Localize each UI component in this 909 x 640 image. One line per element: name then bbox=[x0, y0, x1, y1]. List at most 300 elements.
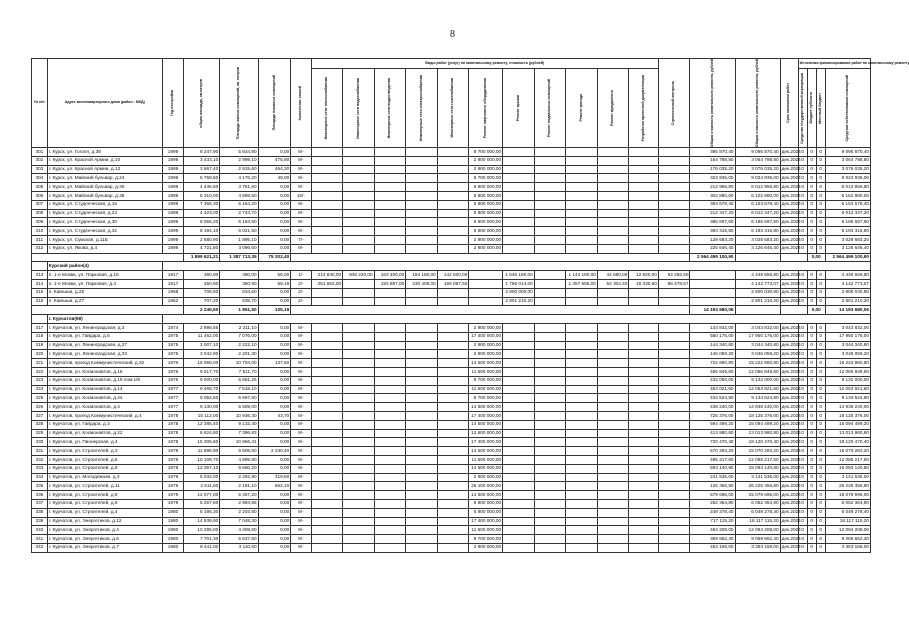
row-address: г. Курчатов, ул. Строителей, д.9 bbox=[47, 499, 162, 508]
row-work-cost bbox=[343, 429, 375, 438]
row-owners: 13 013 980,80 bbox=[825, 429, 870, 438]
row-area-total: 380,90 bbox=[184, 271, 220, 280]
row-floors: 9/- bbox=[291, 403, 311, 412]
row-work-cost bbox=[343, 367, 375, 376]
row-address: г. Курчатов, ул. Энергетиков, д.7 bbox=[47, 543, 162, 552]
row-local: 0 bbox=[816, 447, 825, 456]
row-area-living: 7 511,70 bbox=[220, 367, 258, 376]
row-work-cost bbox=[629, 455, 658, 464]
row-sum-cost: 12 094 208,00 bbox=[735, 526, 780, 535]
row-address: г. Курск, ул. Якова, д.4 bbox=[47, 244, 162, 253]
row-deadline: дек.2024 bbox=[780, 209, 798, 218]
row-work-cost bbox=[374, 192, 406, 201]
row-stroy-control bbox=[658, 499, 690, 508]
row-work-cost: 163 400,00 bbox=[374, 271, 406, 280]
row-work-cost: 2 900 000,00 bbox=[469, 341, 503, 350]
row-fund: 0 bbox=[798, 429, 807, 438]
row-local: 0 bbox=[816, 271, 825, 280]
row-sum-cost: 3 126 646,40 bbox=[735, 244, 780, 253]
row-work-cost bbox=[311, 526, 343, 535]
row-stroy-control bbox=[658, 420, 690, 429]
row-address: г. Курчатов, ул. Энергетиков, д.6 bbox=[47, 535, 162, 544]
row-work-cost bbox=[374, 491, 406, 500]
row-area-living: 4 176,20 bbox=[220, 174, 258, 183]
row-area-living: 2 743,70 bbox=[220, 209, 258, 218]
row-stroy-control bbox=[658, 543, 690, 552]
row-total-cost: 353 678,40 bbox=[690, 200, 735, 209]
row-work-cost bbox=[311, 543, 343, 552]
row-floors: 9/- bbox=[291, 543, 311, 552]
row-owners: 9 134 524,80 bbox=[825, 394, 870, 403]
row-work-cost bbox=[437, 385, 469, 394]
row-work-cost bbox=[597, 464, 629, 473]
row-total-cost: 722 860,80 bbox=[690, 359, 735, 368]
row-number: 337 bbox=[32, 499, 48, 508]
row-region: 0 bbox=[807, 236, 816, 245]
table-row bbox=[32, 447, 871, 456]
row-owners: 15 070 283,20 bbox=[825, 447, 870, 456]
table-row bbox=[32, 482, 871, 491]
row-total-cost: 249 378,40 bbox=[690, 508, 735, 517]
row-work-cost bbox=[374, 473, 406, 482]
row-area-living: 380,00 bbox=[220, 271, 258, 280]
row-work-cost bbox=[406, 297, 438, 306]
table-row bbox=[32, 455, 871, 464]
row-stroy-control bbox=[658, 236, 690, 245]
row-area-nonliving: 0,00 bbox=[258, 455, 291, 464]
row-deadline: дек.2024 bbox=[780, 227, 798, 236]
row-work-cost bbox=[566, 183, 598, 192]
row-region: 0 bbox=[807, 464, 816, 473]
row-work-cost bbox=[311, 236, 343, 245]
row-address: п. Камыши, д.25 bbox=[47, 288, 162, 297]
row-work-cost bbox=[629, 341, 658, 350]
row-work-cost bbox=[566, 420, 598, 429]
row-stroy-control bbox=[658, 297, 690, 306]
row-fund: 0 bbox=[798, 517, 807, 526]
row-area-total: 4 436,60 bbox=[184, 183, 220, 192]
row-work-cost bbox=[311, 332, 343, 341]
row-work-cost: 17 400 000,00 bbox=[469, 517, 503, 526]
row-deadline: дек.2024 bbox=[780, 499, 798, 508]
row-work-cost bbox=[406, 359, 438, 368]
row-work-cost: 194 180,00 bbox=[406, 271, 438, 280]
row-work-cost bbox=[343, 341, 375, 350]
row-address: г. Курск, ул. Студенческая, д.16 bbox=[47, 200, 162, 209]
row-deadline: дек.2024 bbox=[780, 385, 798, 394]
row-area-nonliving: 319,60 bbox=[258, 473, 291, 482]
row-work-cost bbox=[374, 288, 406, 297]
row-work-cost: 11 600 000,00 bbox=[469, 367, 503, 376]
total-spacer bbox=[780, 253, 807, 262]
row-work-cost bbox=[311, 359, 343, 368]
total-cost: 14 193 680,06 bbox=[690, 306, 735, 315]
row-area-living: 7 515,10 bbox=[220, 385, 258, 394]
row-local: 0 bbox=[816, 156, 825, 165]
row-floors: 9/- bbox=[291, 341, 311, 350]
row-work-cost bbox=[629, 473, 658, 482]
row-stroy-control bbox=[658, 526, 690, 535]
row-work-cost bbox=[437, 324, 469, 333]
row-fund: 0 bbox=[798, 156, 807, 165]
row-year: 1979 bbox=[162, 491, 183, 500]
header-work-4: Инженерные сети газоснабжения bbox=[437, 68, 469, 147]
row-work-cost bbox=[629, 464, 658, 473]
row-area-total: 706,50 bbox=[184, 288, 220, 297]
row-work-cost: 251 662,00 bbox=[311, 280, 343, 289]
row-stroy-control bbox=[658, 244, 690, 253]
row-address: г. Курск, ул. Гоголя, д.38 bbox=[47, 148, 162, 157]
row-work-cost bbox=[437, 244, 469, 253]
row-deadline: дек.2024 bbox=[780, 218, 798, 227]
row-stroy-control bbox=[658, 482, 690, 491]
table-row bbox=[32, 227, 871, 236]
row-region: 0 bbox=[807, 280, 816, 289]
row-year: 1978 bbox=[162, 420, 183, 429]
row-address: п. 1-е Моква, ул. Парковая, д.16 bbox=[47, 271, 162, 280]
row-work-cost: 5 800 000,00 bbox=[469, 227, 503, 236]
header-works-group: Виды работ (услуг) по капитальному ремонту, стоимость (рублей) bbox=[311, 59, 658, 69]
row-area-total: 8 056,20 bbox=[184, 218, 220, 227]
row-work-cost bbox=[311, 227, 343, 236]
row-work-cost bbox=[343, 482, 375, 491]
row-floors: 9/- bbox=[291, 174, 311, 183]
row-number: 323 bbox=[32, 376, 48, 385]
row-fund: 0 bbox=[798, 165, 807, 174]
row-area-total: 9 458,70 bbox=[184, 385, 220, 394]
row-stroy-control bbox=[658, 227, 690, 236]
row-area-nonliving: 0,00 bbox=[258, 236, 291, 245]
row-address: г. Курчатов, ул. Ленинградская, д.3 bbox=[47, 324, 162, 333]
row-region: 0 bbox=[807, 156, 816, 165]
row-work-cost bbox=[374, 420, 406, 429]
row-work-cost: 52 304,40 bbox=[597, 280, 629, 289]
row-work-cost bbox=[437, 192, 469, 201]
row-work-cost bbox=[503, 376, 535, 385]
row-owners: 3 044 340,80 bbox=[825, 341, 870, 350]
row-owners: 12 085 217,60 bbox=[825, 455, 870, 464]
row-work-cost: 2 801 210,20 bbox=[503, 297, 535, 306]
row-work-cost bbox=[566, 429, 598, 438]
row-total-cost: 128 683,20 bbox=[690, 236, 735, 245]
table-row bbox=[32, 438, 871, 447]
row-floors: 9/- bbox=[291, 148, 311, 157]
row-sum-cost: 9 069 662,40 bbox=[735, 535, 780, 544]
row-work-cost bbox=[566, 499, 598, 508]
row-year: 1999 bbox=[162, 227, 183, 236]
row-area-total: 9 000,00 bbox=[184, 376, 220, 385]
row-number: 338 bbox=[32, 508, 48, 517]
row-floors: 9/- bbox=[291, 499, 311, 508]
row-deadline: дек.2024 bbox=[780, 455, 798, 464]
row-number: 305 bbox=[32, 183, 48, 192]
section-spacer bbox=[162, 262, 870, 271]
row-work-cost bbox=[374, 324, 406, 333]
row-sum-cost: 3 064 788,80 bbox=[735, 156, 780, 165]
row-stroy-control bbox=[658, 385, 690, 394]
row-area-nonliving: 0,00 bbox=[258, 385, 291, 394]
row-work-cost bbox=[629, 438, 658, 447]
row-stroy-control bbox=[658, 367, 690, 376]
row-area-living: 6 163,50 bbox=[220, 218, 258, 227]
row-deadline: дек.2024 bbox=[780, 429, 798, 438]
row-area-total: 8 247,90 bbox=[184, 148, 220, 157]
row-address: г. Курчатов, ул. Гайдара, д.5 bbox=[47, 332, 162, 341]
row-year: 1976 bbox=[162, 376, 183, 385]
row-work-cost bbox=[534, 359, 566, 368]
total-row bbox=[32, 306, 871, 315]
row-number: 320 bbox=[32, 350, 48, 359]
row-work-cost bbox=[406, 464, 438, 473]
row-total-cost: 594 499,20 bbox=[690, 420, 735, 429]
row-region: 0 bbox=[807, 473, 816, 482]
row-floors: 9/- bbox=[291, 411, 311, 420]
row-work-cost bbox=[343, 526, 375, 535]
row-work-cost bbox=[534, 227, 566, 236]
row-address: г. Курчатов, ул. Строителей, д.4 bbox=[47, 508, 162, 517]
row-deadline: дек.2024 bbox=[780, 148, 798, 157]
section-spacer bbox=[32, 315, 48, 324]
header-work-6: Ремонт крыши bbox=[503, 68, 535, 147]
row-work-cost: 5 800 000,00 bbox=[469, 218, 503, 227]
row-work-cost bbox=[406, 394, 438, 403]
row-work-cost bbox=[343, 473, 375, 482]
row-region: 0 bbox=[807, 385, 816, 394]
row-region: 0 bbox=[807, 350, 816, 359]
row-work-cost bbox=[311, 156, 343, 165]
row-region: 0 bbox=[807, 455, 816, 464]
row-work-cost bbox=[374, 332, 406, 341]
row-fund: 0 bbox=[798, 438, 807, 447]
row-work-cost bbox=[374, 526, 406, 535]
row-sum-cost: 9 024 936,00 bbox=[735, 174, 780, 183]
row-owners: 4 449 656,80 bbox=[825, 271, 870, 280]
row-sum-cost: 3 076 035,20 bbox=[735, 165, 780, 174]
row-local: 0 bbox=[816, 526, 825, 535]
row-work-cost bbox=[374, 174, 406, 183]
header-work-5: Ремонт лифтового оборудования bbox=[469, 68, 503, 147]
row-floors: 9/- bbox=[291, 517, 311, 526]
row-owners: 12 094 208,00 bbox=[825, 526, 870, 535]
row-work-cost bbox=[566, 148, 598, 157]
row-owners: 6 049 278,40 bbox=[825, 508, 870, 517]
row-area-total: 11 462,00 bbox=[184, 332, 220, 341]
row-work-cost bbox=[343, 332, 375, 341]
row-sum-cost: 9 132 000,00 bbox=[735, 376, 780, 385]
row-address: г. Курчатов, ул. Космонавтов, д.4 bbox=[47, 403, 162, 412]
row-work-cost bbox=[406, 156, 438, 165]
row-work-cost bbox=[437, 491, 469, 500]
row-total-cost bbox=[690, 288, 735, 297]
row-work-cost bbox=[311, 482, 343, 491]
header-stroy-control: Строительный контроль bbox=[658, 59, 690, 148]
row-work-cost bbox=[374, 367, 406, 376]
row-stroy-control bbox=[658, 517, 690, 526]
row-area-nonliving: 49,00 bbox=[258, 174, 291, 183]
row-work-cost bbox=[406, 227, 438, 236]
row-sum-cost: 6 049 278,40 bbox=[735, 508, 780, 517]
row-work-cost bbox=[311, 455, 343, 464]
row-area-nonliving: 0,00 bbox=[258, 332, 291, 341]
row-deadline: дек.2024 bbox=[780, 297, 798, 306]
row-sum-cost: 3 028 683,20 bbox=[735, 236, 780, 245]
row-work-cost bbox=[503, 429, 535, 438]
row-work-cost bbox=[566, 385, 598, 394]
row-area-living: 10 936,30 bbox=[220, 411, 258, 420]
row-area-nonliving: 0,00 bbox=[258, 148, 291, 157]
row-total-cost: 369 662,40 bbox=[690, 535, 735, 544]
row-work-cost bbox=[534, 332, 566, 341]
row-number: 308 bbox=[32, 209, 48, 218]
row-work-cost bbox=[597, 359, 629, 368]
table-row bbox=[32, 183, 871, 192]
row-area-nonliving: 0,00 bbox=[258, 403, 291, 412]
row-work-cost bbox=[437, 227, 469, 236]
row-fund: 0 bbox=[798, 200, 807, 209]
row-area-total: 9 517,70 bbox=[184, 367, 220, 376]
row-total-cost: 226 646,40 bbox=[690, 244, 735, 253]
row-work-cost bbox=[503, 218, 535, 227]
row-work-cost bbox=[343, 517, 375, 526]
row-stroy-control bbox=[658, 455, 690, 464]
row-work-cost bbox=[503, 183, 535, 192]
row-work-cost bbox=[534, 350, 566, 359]
table-row bbox=[32, 499, 871, 508]
header-work-9: Ремонт фундамента bbox=[597, 68, 629, 147]
row-work-cost: 12 920,00 bbox=[629, 271, 658, 280]
row-work-cost bbox=[343, 324, 375, 333]
row-work-cost bbox=[437, 359, 469, 368]
row-sum-cost: 4 449 656,80 bbox=[735, 271, 780, 280]
row-work-cost bbox=[503, 332, 535, 341]
row-address: г. Курчатов, ул. Космонавтов, д.19 пом.1/8 bbox=[47, 376, 162, 385]
row-fund: 0 bbox=[798, 455, 807, 464]
row-local: 0 bbox=[816, 394, 825, 403]
row-work-cost: 44 680,00 bbox=[597, 271, 629, 280]
row-work-cost bbox=[534, 403, 566, 412]
row-work-cost bbox=[343, 508, 375, 517]
row-work-cost bbox=[503, 174, 535, 183]
row-address: г. Курчатов, ул. Ленинградская, д.27 bbox=[47, 341, 162, 350]
row-floors: 9/- bbox=[291, 491, 311, 500]
row-work-cost bbox=[343, 350, 375, 359]
row-work-cost: 14 500 000,00 bbox=[469, 464, 503, 473]
row-work-cost bbox=[503, 236, 535, 245]
row-floors: 9/- bbox=[291, 526, 311, 535]
row-stroy-control bbox=[658, 376, 690, 385]
row-sum-cost: 4 142 773,07 bbox=[735, 280, 780, 289]
total-living: 1 387 713,35 bbox=[220, 253, 258, 262]
header-area-total: общая площадь, кв.метров bbox=[184, 59, 220, 148]
row-number: 306 bbox=[32, 192, 48, 201]
header-floors: Количество этажей bbox=[291, 59, 311, 148]
row-work-cost bbox=[343, 447, 375, 456]
row-sum-cost: 15 222 860,80 bbox=[735, 359, 780, 368]
row-stroy-control bbox=[658, 324, 690, 333]
row-work-cost bbox=[374, 403, 406, 412]
row-work-cost bbox=[566, 367, 598, 376]
table-row bbox=[32, 411, 871, 420]
row-work-cost bbox=[629, 376, 658, 385]
row-total-cost: 550 176,00 bbox=[690, 332, 735, 341]
section-spacer bbox=[162, 315, 870, 324]
row-stroy-control bbox=[658, 332, 690, 341]
row-local: 0 bbox=[816, 341, 825, 350]
row-fund: 0 bbox=[798, 148, 807, 157]
row-owners: 3 126 646,40 bbox=[825, 244, 870, 253]
row-address: г. Курчатов, ул. Космонавтов, д.14 bbox=[47, 385, 162, 394]
row-deadline: дек.2024 bbox=[780, 359, 798, 368]
row-work-cost bbox=[311, 297, 343, 306]
row-work-cost bbox=[566, 297, 598, 306]
total-spacer bbox=[32, 253, 184, 262]
row-fund: 0 bbox=[798, 271, 807, 280]
row-work-cost bbox=[629, 174, 658, 183]
row-local: 0 bbox=[816, 297, 825, 306]
row-area-total: 15 112,00 bbox=[184, 411, 220, 420]
row-work-cost bbox=[311, 192, 343, 201]
row-sum-cost: 6 052 364,80 bbox=[735, 499, 780, 508]
row-local: 0 bbox=[816, 280, 825, 289]
row-work-cost bbox=[597, 447, 629, 456]
row-floors: 9/- bbox=[291, 209, 311, 218]
row-sum-cost: 14 938 240,00 bbox=[735, 403, 780, 412]
row-address: г. Курчатов, ул. Гайдара, д.3 bbox=[47, 420, 162, 429]
row-work-cost bbox=[629, 244, 658, 253]
row-work-cost bbox=[437, 403, 469, 412]
table-row bbox=[32, 288, 871, 297]
section-title: г. Курчатов(98) bbox=[47, 315, 162, 324]
row-area-living: 3 751,60 bbox=[220, 183, 258, 192]
row-work-cost bbox=[437, 200, 469, 209]
row-work-cost bbox=[629, 350, 658, 359]
row-fund: 0 bbox=[798, 341, 807, 350]
row-total-cost: 593 140,80 bbox=[690, 464, 735, 473]
row-work-cost bbox=[374, 156, 406, 165]
row-total-cost: 324 936,00 bbox=[690, 174, 735, 183]
row-area-nonliving: 0,00 bbox=[258, 218, 291, 227]
row-work-cost bbox=[437, 526, 469, 535]
row-work-cost bbox=[311, 200, 343, 209]
row-work-cost bbox=[629, 411, 658, 420]
row-sum-cost: 6 102 880,00 bbox=[735, 192, 780, 201]
row-total-cost: 393 316,80 bbox=[690, 227, 735, 236]
row-address: г. Курчатов, ул. Молодежная, д.3 bbox=[47, 473, 162, 482]
row-area-living: 2 222,10 bbox=[220, 341, 258, 350]
row-work-cost bbox=[469, 280, 503, 289]
row-owners: 9 132 000,00 bbox=[825, 376, 870, 385]
row-work-cost: 169 087,50 bbox=[437, 280, 469, 289]
row-sum-cost: 15 093 140,80 bbox=[735, 464, 780, 473]
row-work-cost bbox=[374, 411, 406, 420]
total-owners: 2 564 499 100,90 bbox=[825, 253, 870, 262]
header-sum: Общая стоимость капитального ремонта, рублей bbox=[735, 59, 780, 148]
table-row bbox=[32, 209, 871, 218]
row-work-cost bbox=[374, 200, 406, 209]
header-address: Адрес многоквартирного дома (район - МКД) bbox=[47, 59, 162, 148]
row-work-cost: 212 840,00 bbox=[311, 271, 343, 280]
row-work-cost: 8 700 000,00 bbox=[469, 376, 503, 385]
row-work-cost bbox=[406, 376, 438, 385]
row-work-cost bbox=[311, 244, 343, 253]
section-row bbox=[32, 262, 871, 271]
row-work-cost: 2 900 000,00 bbox=[469, 165, 503, 174]
row-area-nonliving: 2 330,40 bbox=[258, 447, 291, 456]
row-sum-cost: 2 801 210,20 bbox=[735, 297, 780, 306]
row-stroy-control bbox=[658, 209, 690, 218]
row-work-cost: 15 330,60 bbox=[629, 280, 658, 289]
row-work-cost bbox=[311, 464, 343, 473]
